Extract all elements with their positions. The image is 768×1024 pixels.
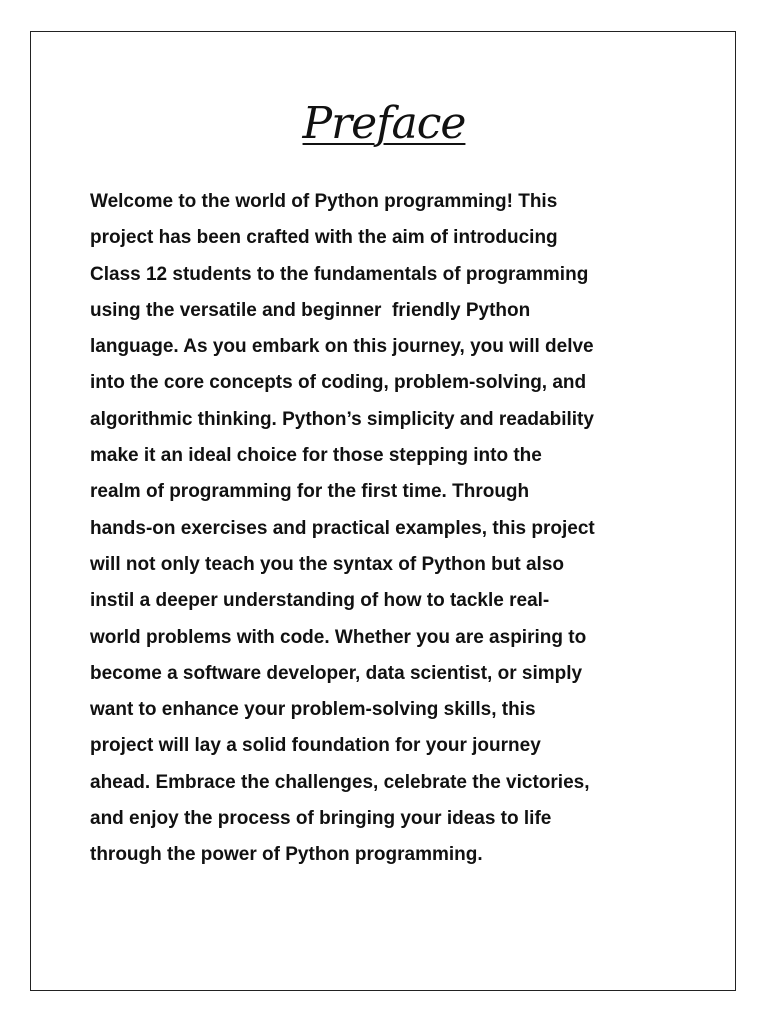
body-line: and enjoy the process of bringing your ideas to life [90, 808, 552, 830]
body-line: world problems with code. Whether you are aspiring to [90, 626, 587, 648]
body-line: ahead. Embrace the challenges, celebrate the victories, [90, 771, 590, 793]
preface-body [90, 184, 680, 874]
body-line: want to enhance your problem-solving skills, this [90, 699, 536, 721]
body-line: Welcome to the world of Python programming! This [90, 191, 558, 212]
body-line: Class 12 students to the fundamentals of programming [90, 263, 589, 285]
body-line: project has been crafted with the aim of introducing [90, 227, 558, 249]
body-line: algorithmic thinking. Python’s simplicity and readability [90, 408, 594, 430]
page-title [0, 94, 768, 154]
body-line: using the versatile and beginner friendly Python [90, 299, 531, 321]
body-line: realm of programming for the first time. Through [90, 481, 530, 503]
body-line: language. As you embark on this journey, you will delve [90, 336, 594, 358]
body-line: become a software developer, data scientist, or simply [90, 662, 583, 684]
body-line: make it an ideal choice for those stepping into the [90, 445, 542, 467]
body-line: into the core concepts of coding, problem-solving, and [90, 372, 587, 394]
title-text: Preface [302, 98, 466, 149]
body-line: hands-on exercises and practical examples, this project [90, 517, 595, 539]
body-line: will not only teach you the syntax of Python but also [90, 553, 564, 575]
body-line: project will lay a solid foundation for your journey [90, 735, 541, 757]
body-line: instil a deeper understanding of how to tackle real- [90, 590, 550, 612]
body-line: through the power of Python programming. [90, 844, 483, 866]
